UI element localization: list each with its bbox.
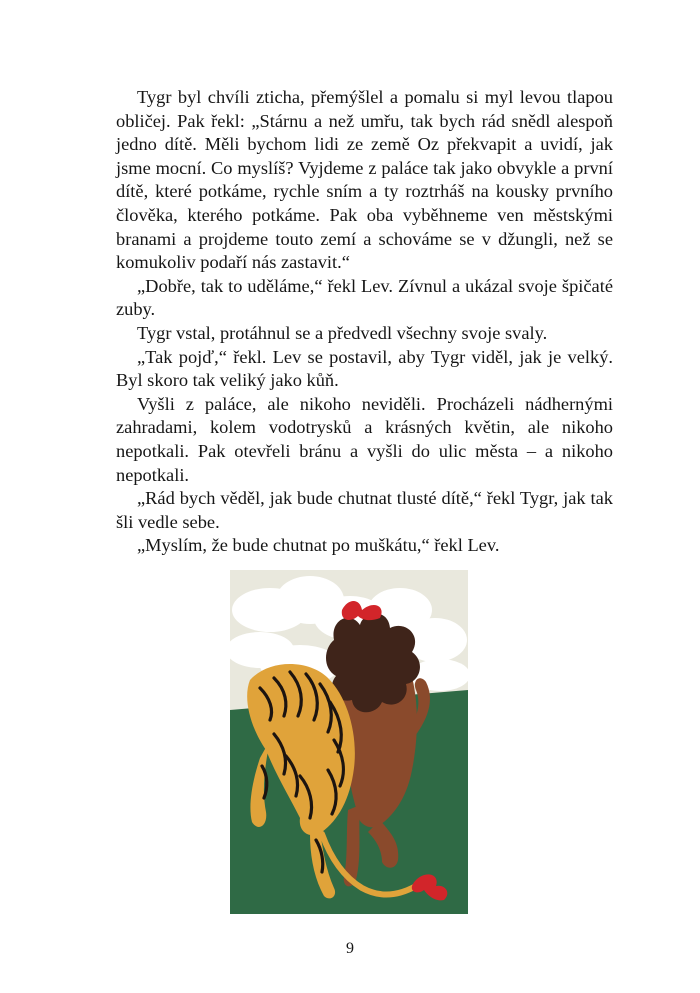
paragraph-3: Tygr vstal, protáhnul se a předvedl všechny svoje svaly. bbox=[137, 322, 548, 343]
paragraph-7: „Myslím, že bude chutnat po muškátu,“ řekl Lev. bbox=[137, 535, 500, 556]
paragraph-1: Tygr byl chvíli zticha, přemýšlel a pomalu si myl levou tlapou obličej. Pak řekl: „Stárnu a než umřu, tak bych rád snědl alespoň jedno dítě. Měli bychom lidi ze země Oz překvapit a uvidí, jak jsme mocní. Co myslíš? Vyjdeme z paláce tak jako obvykle a první dítě, které potkáme, rychle sním a ty roztrháš na kousky prvního člověka, kterého potkáme. Pak oba vyběhneme ven městskými branami a projdeme touto zemí a schováme se v džungli, než se komukoliv podaří nás zastavit.“ bbox=[116, 87, 613, 273]
paragraph-4: „Tak pojď,“ řekl. Lev se postavil, aby Tygr viděl, jak je velký. Byl skoro tak veliký jako kůň. bbox=[116, 346, 613, 391]
story-text bbox=[116, 86, 613, 558]
paragraph-6: „Rád bych věděl, jak bude chutnat tlusté dítě,“ řekl Tygr, jak tak šli vedle sebe. bbox=[116, 488, 613, 532]
illustration-svg bbox=[230, 570, 468, 914]
paragraph-2: „Dobře, tak to uděláme,“ řekl Lev. Zívnul a ukázal svoje špičaté zuby. bbox=[116, 275, 613, 320]
page-number: 9 bbox=[346, 940, 354, 957]
paragraph-5: Vyšli z paláce, ale nikoho neviděli. Procházeli nádhernými zahradami, kolem vodotrysků a krásných květin, ale nikoho nepotkali. Pak otevřeli bránu a vyšli do ulic města – a nikoho nepotkali. bbox=[116, 393, 613, 485]
tiger-and-lion-illustration bbox=[230, 570, 468, 914]
